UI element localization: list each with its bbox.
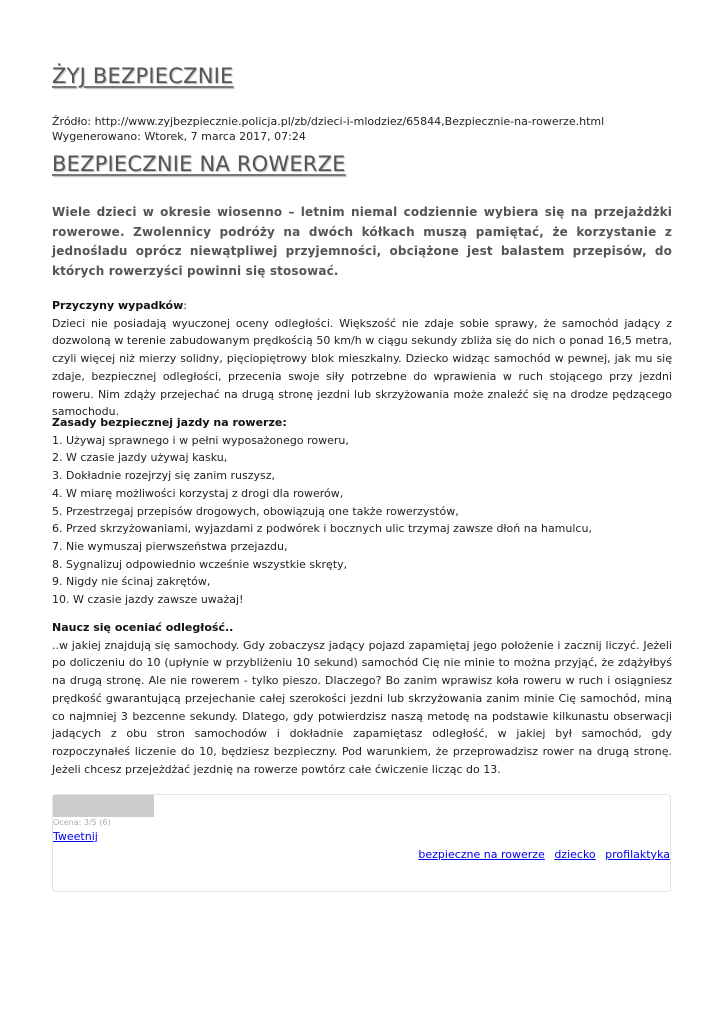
tweet-link[interactable]: Tweetnij <box>53 830 98 843</box>
rules-list <box>52 432 672 609</box>
list-item: 7. Nie wymuszaj pierwszeństwa przejazdu, <box>52 539 288 553</box>
causes-colon: : <box>183 299 187 312</box>
causes-section <box>52 297 672 421</box>
list-item: 2. W czasie jazdy używaj kasku, <box>52 451 228 465</box>
article-title[interactable]: BEZPIECZNIE NA ROWERZE <box>52 152 346 176</box>
tag-link[interactable]: profilaktyka <box>605 848 670 861</box>
list-item: 1. Używaj sprawnego i w pełni wyposażonego roweru, <box>52 433 349 447</box>
source-url: Źródło: http://www.zyjbezpiecznie.policja.pl/zb/dzieci-i-mlodziez/65844,Bezpiecznie-na-rowerze.html <box>52 115 605 128</box>
list-item: 4. W miarę możliwości korzystaj z drogi dla rowerów, <box>52 486 344 500</box>
article-lead: Wiele dzieci w okresie wiosenno – letnim niemal codziennie wybiera się na przejażdżki rowerowe. Zwolennicy podróży na dwóch kółkach muszą pamiętać, że korzystanie z jednośladu oprócz niewątpliwej przyjemności, obciążone jest balastem przepisów, do których rowerzyści powinni się stosować. <box>52 205 672 278</box>
site-title[interactable]: ŻYJ BEZPIECZNIE <box>52 64 234 88</box>
source-meta <box>52 114 604 144</box>
tag-link[interactable]: dziecko <box>554 848 596 861</box>
tag-link[interactable]: bezpieczne na rowerze <box>418 848 545 861</box>
list-item: 9. Nigdy nie ścinaj zakrętów, <box>52 575 211 589</box>
rules-heading: Zasady bezpiecznej jazdy na rowerze: <box>52 416 287 429</box>
rating-box <box>52 794 671 892</box>
distance-text: ..w jakiej znajdują się samochody. Gdy zobaczysz jadący pojazd zapamiętaj jego położenie i zacznij liczyć. Jeżeli po doliczeniu do 10 (upłynie w przybliżeniu 10 sekund) samochód Cię nie minie to można przyjąć, że zdążyłbyś na drugą stronę. Ale nie rowerem - tylko pieszo. Dlaczego? Bo zanim wprawisz koła roweru w ruch i osiągniesz prędkość gwarantującą przejechanie całej szerokości jezdni lub skrzyżowania zanim minie Cię samochód, miną co najmniej 3 bezcenne sekundy. Dlatego, gdy potwierdzisz naszą metodę na podstawie kilkunastu obserwacji jadących z obu stron samochodów i dokładnie zapamiętasz odległość, w jakiej był samochód, gdy rozpoczynałeś liczenie do 10, będziesz bezpieczny. Pod warunkiem, że przeprowadzisz rower na drugą stronę. Jeżeli chcesz przejeżdżać jezdnię na rowerze powtórz całe ćwiczenie licząc do 13. <box>52 638 672 776</box>
list-item: 6. Przed skrzyżowaniami, wyjazdami z podwórek i bocznych ulic trzymaj zawsze dłoń na hamulcu, <box>52 522 592 536</box>
distance-heading: Naucz się oceniać odległość.. <box>52 621 234 634</box>
tag-list <box>412 848 670 861</box>
causes-text: Dzieci nie posiadają wyuczonej oceny odległości. Większość nie zdaje sobie sprawy, że samochód jadący z dozwoloną w terenie zabudowanym prędkością 50 km/h w ciągu sekundy zbliża się do nich o ponad 16,5 metra, czyli więcej niż mierzy solidny, pięciopiętrowy blok mieszkalny. Dziecko widząc samochód w pewnej, jak mu się zdaje, bezpiecznej odległości, przecenia swoje siły potrzebne do wprawienia w ruch stojącego przy jezdni roweru. Nim zdąży przejechać na drugą stronę jezdni lub skrzyżowania może znaleźć się na drodze pędzącego samochodu. <box>52 316 672 419</box>
causes-heading: Przyczyny wypadków <box>52 299 184 312</box>
distance-section <box>52 619 672 778</box>
list-item: 3. Dokładnie rozejrzyj się zanim ruszysz, <box>52 469 275 483</box>
rating-text: Ocena: 3/5 (6) <box>53 818 111 827</box>
list-item: 10. W czasie jazdy zawsze uważaj! <box>52 593 244 607</box>
rating-stars-bar[interactable] <box>53 795 154 817</box>
list-item: 5. Przestrzegaj przepisów drogowych, obowiązują one także rowerzystów, <box>52 504 459 518</box>
generated-date: Wygenerowano: Wtorek, 7 marca 2017, 07:24 <box>52 130 306 143</box>
rules-section <box>52 414 672 609</box>
list-item: 8. Sygnalizuj odpowiednio wcześnie wszystkie skręty, <box>52 557 348 571</box>
